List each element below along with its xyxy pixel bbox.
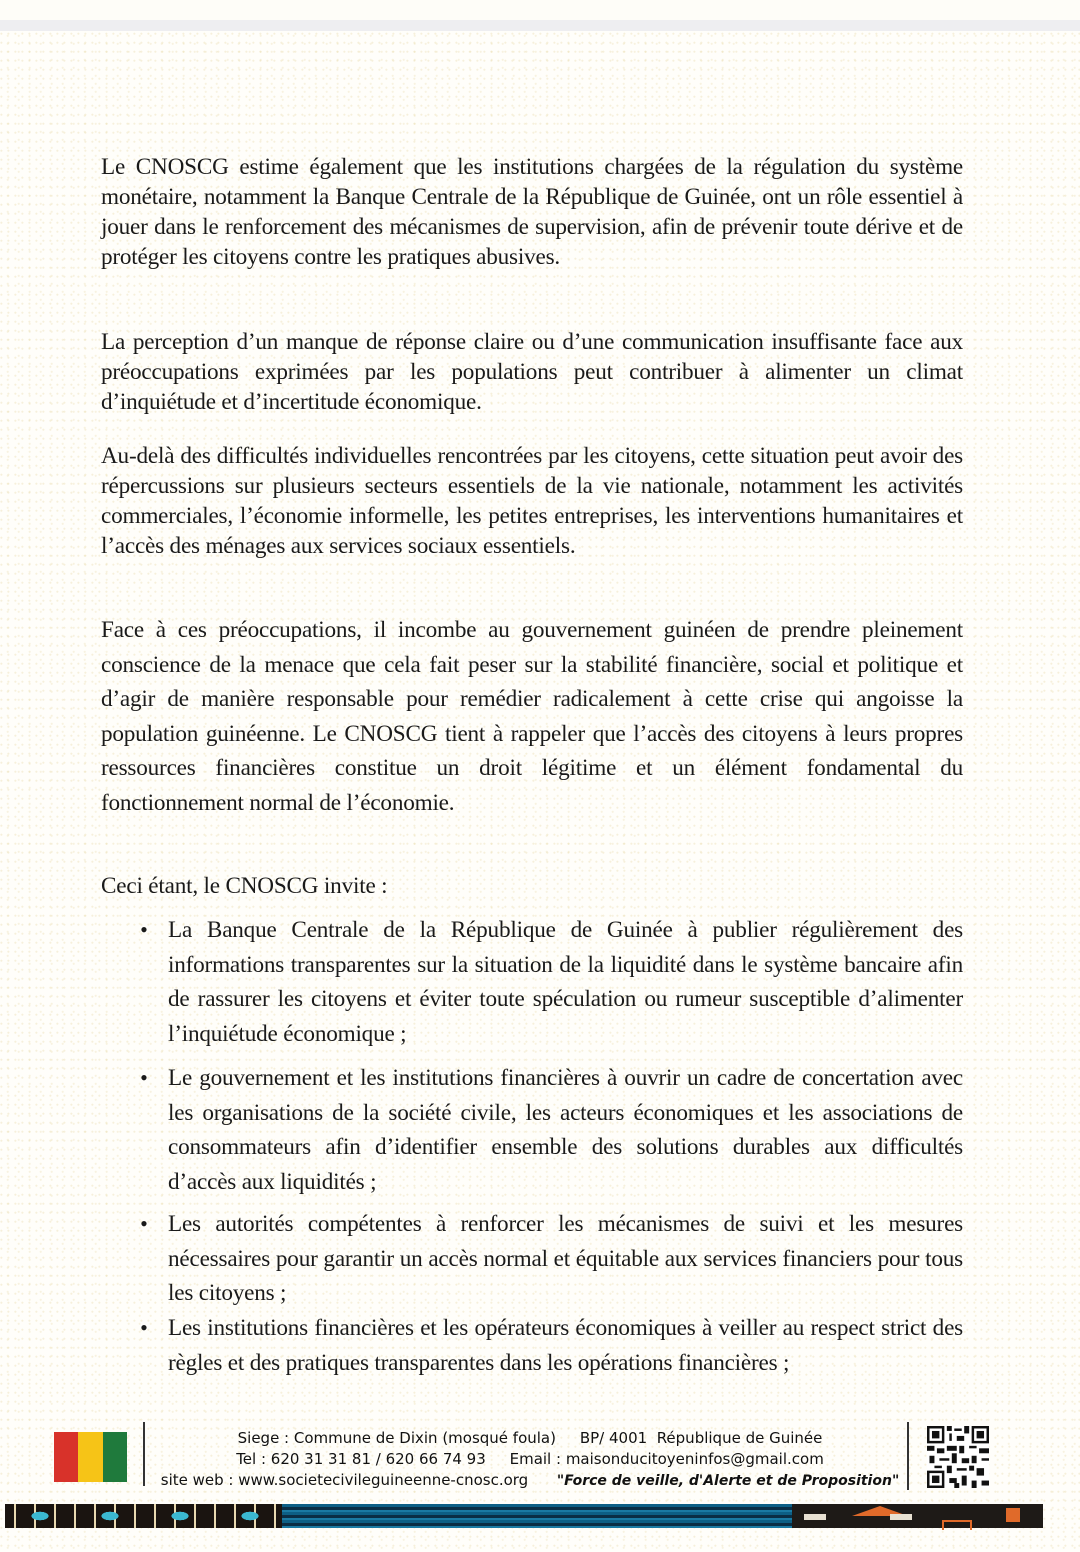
list-item-text: Les autorités compétentes à renforcer les mécanismes de suivi et les mesures nécessaires pour garantir un accès normal et équitable aux services financiers pour tous les citoyens ; [168, 1211, 963, 1306]
band-segment-dark-motif [792, 1504, 1043, 1528]
footer-divider-right [907, 1422, 909, 1490]
paragraph-regulation: Le CNOSCG estime également que les institutions chargées de la régulation du système monétaire, notamment la Banque Centrale de la République de Guinée, ont un rôle essentiel à jouer dans le renforcement des mécanismes de supervision, afin de prévenir toute dérive et de protéger les citoyens contre les pratiques abusives. [101, 154, 963, 270]
flag-stripe-yellow [78, 1432, 102, 1482]
footer-website[interactable]: site web : www.societecivileguineenne-cnosc.org [160, 1471, 529, 1489]
bullet-icon: • [140, 1065, 148, 1090]
paragraph-perception: La perception d’un manque de réponse claire ou d’une communication insuffisante face aux préoccupations exprimées par les populations peut contribuer à alimenter un climat d’inquiétude et d’incertitude économique. [101, 329, 963, 415]
flag-stripe-green [103, 1432, 127, 1482]
list-item-text: Le gouvernement et les institutions financières à ouvrir un cadre de concertation avec les organisations de la société civile, les acteurs économiques et les associations de consommateurs afin d’identifier ensemble des solutions durables aux difficultés d’accès aux liquidités ; [168, 1065, 963, 1195]
guinea-flag-icon [54, 1432, 127, 1482]
footer-divider-left [143, 1422, 145, 1486]
footer-phone-email: Tel : 620 31 31 81 / 620 66 74 93 Email : maisonducitoyeninfos@gmail.com [236, 1450, 824, 1468]
footer-address: Siege : Commune de Dixin (mosqué foula) BP/ 4001 République de Guinée [237, 1429, 823, 1447]
bullet-icon: • [140, 1315, 148, 1340]
paragraph-invite-intro: Ceci étant, le CNOSCG invite : [101, 873, 388, 899]
flag-stripe-red [54, 1432, 78, 1482]
bullet-icon: • [140, 917, 148, 942]
list-item-text: La Banque Centrale de la République de Guinée à publier régulièrement des informations transparentes sur la situation de la liquidité dans le système bancaire afin de rassurer les citoyens et éviter toute spéculation ou rumeur susceptible d’alimenter l’inquiétude économique ; [168, 917, 963, 1047]
qr-code-icon[interactable] [927, 1426, 989, 1488]
decorative-pattern-band [5, 1504, 1043, 1528]
paragraph-government: Face à ces préoccupations, il incombe au gouvernement guinéen de prendre pleinement conscience de la menace que cela fait peser sur la stabilité financière, social et politique et d’agir de manière responsable pour remédier radicalement à cette crise qui angoisse la population guinéenne. Le CNOSCG tient à rappeler que l’accès des citoyens à leurs propres ressources financières constitue un droit légitime et un élément fondamental du fonctionnement normal de l’économie. [101, 617, 963, 816]
bullet-icon: • [140, 1211, 148, 1236]
footer-slogan: "Force de veille, d'Alerte et de Proposition" [556, 1473, 900, 1489]
paragraph-repercussions: Au-delà des difficultés individuelles rencontrées par les citoyens, cette situation peut avoir des répercussions sur plusieurs secteurs essentiels de la vie nationale, notamment les activités commerciales, l’économie informelle, les petites entreprises, les interventions humanitaires et l’accès des ménages aux services sociaux essentiels. [101, 443, 963, 559]
footer-contact-block [150, 1428, 910, 1492]
top-margin [0, 0, 1080, 20]
band-segment-blue-stripes [282, 1504, 792, 1528]
list-item-text: Les institutions financières et les opérateurs économiques à veiller au respect strict des règles et des pratiques transparentes dans les opérations financières ; [168, 1315, 963, 1376]
footer-web-slogan [150, 1470, 910, 1492]
band-segment-diamonds [5, 1504, 282, 1528]
page-separator [0, 20, 1080, 31]
